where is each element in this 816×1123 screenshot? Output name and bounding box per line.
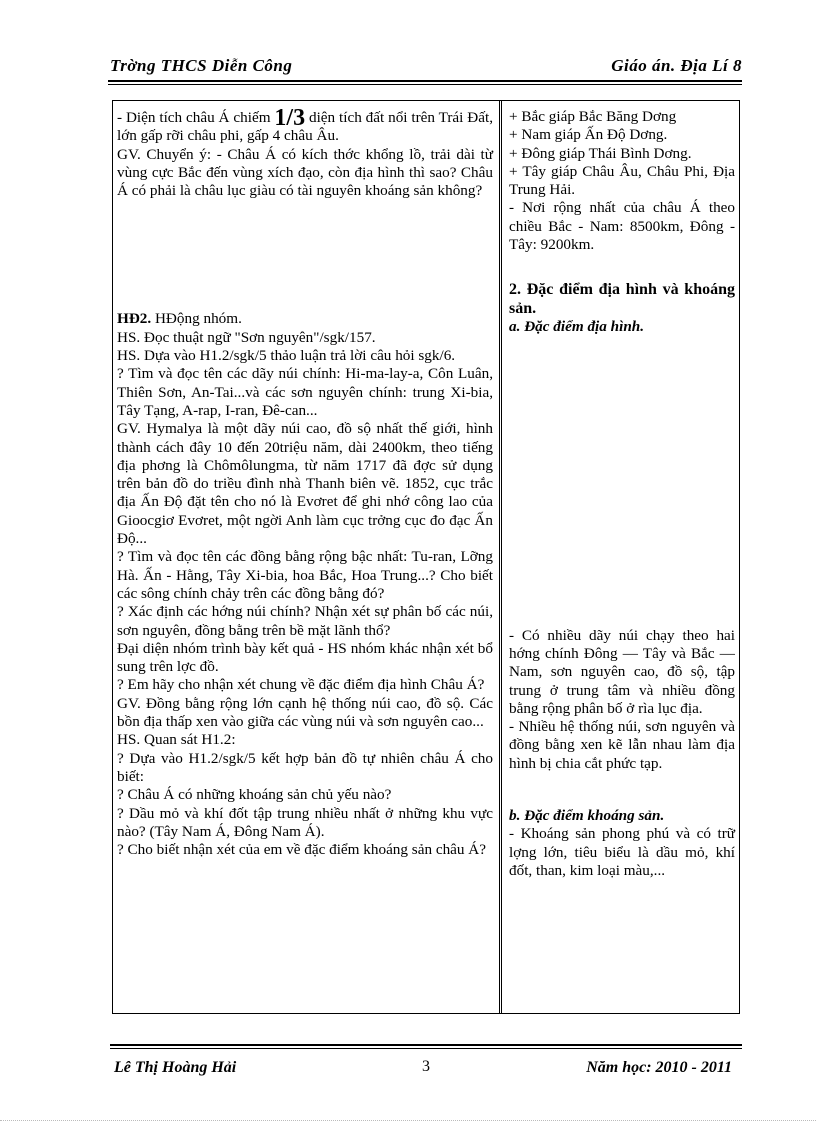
page-edge <box>0 1120 816 1121</box>
activity-line: HS. Đọc thuật ngữ "Sơn nguyên"/sgk/157. <box>117 328 376 346</box>
activity-line: GV. Đồng bằng rộng lớn cạnh hệ thống núi cao, đồ sộ. Các bồn địa thấp xen vào giữa các vùng núi và sơn nguyên cao... <box>117 694 493 731</box>
activity-line: HS. Dựa vào H1.2/sgk/5 thảo luận trả lời câu hỏi sgk/6. <box>117 347 456 365</box>
area-paragraph: - Diện tích châu Á chiếm 1/3 diện tích đất nổi trên Trái Đất, lớn gấp rỡi châu phi, gấp 4 châu Âu. <box>117 105 493 145</box>
activity-line: GV. Hymalya là một dãy núi cao, đồ sộ nhất thế giới, hình thành cách đây 10 đến 20triệu năm, dài 2400km, theo tiếng địa phơng là Chômôlungma, từ năm 1717 đã đợc sử dụng trên bản đồ do triều đình nhà Thanh biên vẽ. 1852, cục trắc địa Ấn Độ đặt tên cho nó là Evơret để ghi nhớ công lao của Gioocgiơ Evơret, một ngời Anh làm cục trởng cục đo đạc Ấn Độ... <box>117 420 493 548</box>
terrain-point: - Nhiều hệ thống núi, sơn nguyên và đồng bằng xen kẽ lẫn nhau làm địa hình bị chia cắt phức tạp. <box>509 718 735 772</box>
content-column <box>509 108 735 880</box>
column-divider <box>499 101 502 1013</box>
header-rule-thin <box>108 84 742 85</box>
activity-line: ? Dầu mỏ và khí đốt tập trung nhiều nhất ở những khu vực nào? (Tây Nam Á, Đông Nam Á). <box>117 804 493 840</box>
activity-2-heading: HĐ2. HĐộng nhóm. <box>117 310 242 328</box>
activity-line: ? Xác định các hớng núi chính? Nhận xét sự phân bố các núi, sơn nguyên, đồng bằng trên bề mặt lãnh thổ? <box>117 603 493 639</box>
spacer <box>117 200 493 310</box>
transition-paragraph: GV. Chuyển ý: - Châu Á có kích thớc khổng lồ, trải dài từ vùng cực Bắc đến vùng xích đạo, còn địa hình thì sao? Châu Á có phải là châu lục giàu có tài nguyên khoáng sản không? <box>117 145 493 200</box>
spacer <box>509 773 735 807</box>
activity-column <box>117 105 493 859</box>
spacer <box>509 254 735 280</box>
spacer <box>509 337 735 627</box>
school-year: Năm học: 2010 - 2011 <box>586 1059 732 1076</box>
border-item: + Tây giáp Châu Âu, Châu Phi, Địa Trung Hải. <box>509 162 735 199</box>
activity-line: ? Em hãy cho nhận xét chung về đặc điểm địa hình Châu Á? <box>117 676 485 694</box>
subsection-a-title: a. Đặc điểm địa hình. <box>509 318 645 336</box>
activity-line: HS. Quan sát H1.2: <box>117 731 236 749</box>
border-item: + Bắc giáp Bắc Băng Dơng <box>509 108 677 125</box>
activity-line: ? Tìm và đọc tên các đồng bằng rộng bậc nhất: Tu-ran, Lỡng Hà. Ấn - Hằng, Tây Xi-bia, hoa Bắc, Hoa Trung...? Cho biết các sông chính chảy trên các đồng bằng đó? <box>117 548 493 602</box>
activity-line: ? Tìm và đọc tên các dãy núi chính: Hi-ma-lay-a, Côn Luân, Thiên Sơn, An-Tai...và các sơn nguyên chính: trung Xi-bia, Tây Tạng, A-rap, I-ran, Đê-can... <box>117 365 493 419</box>
page-header <box>110 52 742 78</box>
lesson-table <box>112 100 740 1014</box>
terrain-point: - Có nhiều dãy núi chạy theo hai hớng chính Đông — Tây và Bắc — Nam, sơn nguyên cao, đồ sộ, tập trung ở trung tâm và nhiều đồng bằng rộng phân bố ở rìa lục địa. <box>509 626 735 717</box>
section-2-title: 2. Đặc điểm địa hình và khoáng sản. <box>509 281 735 318</box>
footer-rule-thin <box>110 1048 742 1049</box>
author-name: Lê Thị Hoàng Hải <box>114 1059 237 1076</box>
header-rule <box>108 80 742 82</box>
subsection-b-title: b. Đặc điểm khoáng sản. <box>509 807 665 825</box>
school-name: Trờng THCS Diễn Công <box>110 56 293 75</box>
border-item: + Đông giáp Thái Bình Dơng. <box>509 144 692 162</box>
border-item: + Nam giáp Ấn Độ Dơng. <box>509 126 668 144</box>
activity-line: Đại diện nhóm trình bày kết quả - HS nhóm khác nhận xét bổ sung trên lợc đồ. <box>117 639 493 676</box>
activity-line: ? Dựa vào H1.2/sgk/5 kết hợp bản đồ tự nhiên châu Á cho biết: <box>117 749 493 785</box>
activity-line: ? Cho biết nhận xét của em về đặc điểm khoáng sản châu Á? <box>117 841 487 859</box>
minerals-point: - Khoáng sản phong phú và có trữ lợng lớn, tiêu biểu là dầu mỏ, khí đốt, than, kim loại màu,... <box>509 825 735 879</box>
footer-rule <box>110 1044 742 1046</box>
page-number: 3 <box>422 1058 430 1075</box>
fraction-one-third: 1/3 <box>274 105 306 131</box>
border-item: - Nơi rộng nhất của châu Á theo chiều Bắc - Nam: 8500km, Đông - Tây: 9200km. <box>509 199 735 254</box>
activity-line: ? Châu Á có những khoáng sản chủ yếu nào? <box>117 786 392 804</box>
document-title: Giáo án. Địa Lí 8 <box>611 56 742 75</box>
